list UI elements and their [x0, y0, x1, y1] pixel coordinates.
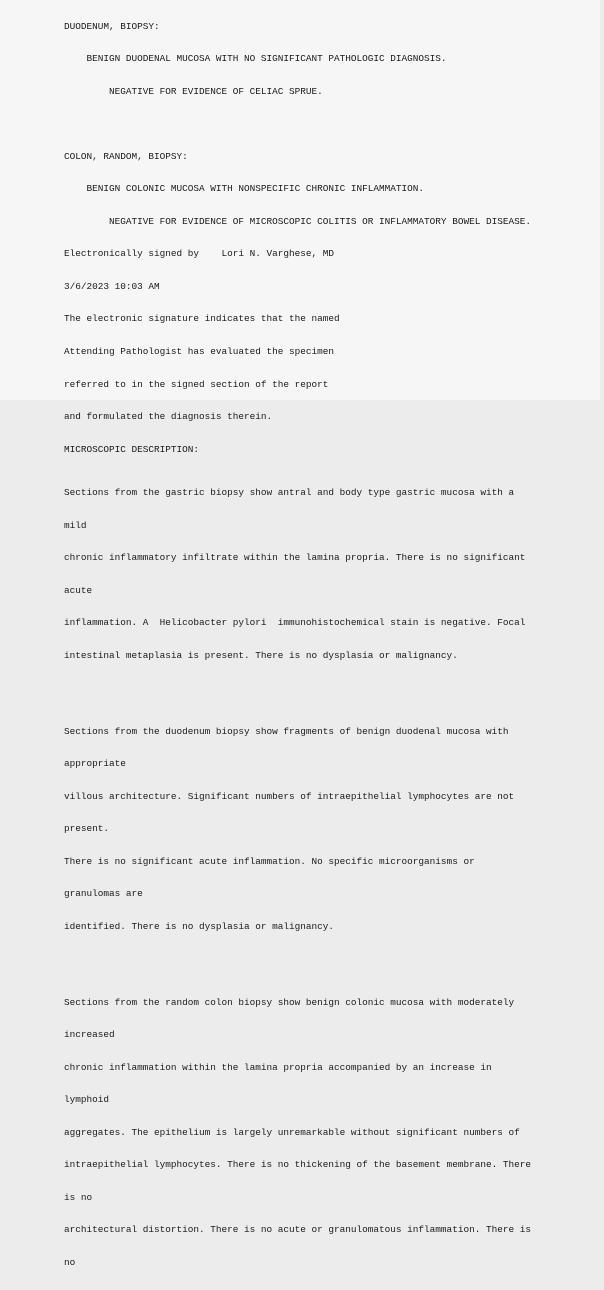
signed-by-line: Electronically signed by Lori N. Varghese, MD	[64, 248, 335, 260]
colon-biopsy-heading: COLON, RANDOM, BIOPSY:	[64, 150, 188, 162]
colon-diagnosis-line: BENIGN COLONIC MUCOSA WITH NONSPECIFIC CHRONIC INFLAMMATION.	[64, 183, 425, 195]
signature-statement-line: The electronic signature indicates that the named	[64, 313, 340, 325]
microscopic-description-heading: MICROSCOPIC DESCRIPTION:	[64, 443, 200, 455]
signature-statement-line: Attending Pathologist has evaluated the specimen	[64, 346, 335, 357]
gastric-description-line: inflammation. A Helicobacter pylori immunohistochemical stain is negative. Focal	[64, 617, 526, 629]
colon-description-line: aggregates. The epithelium is largely unremarkable without significant numbers of	[64, 1126, 520, 1138]
colon-description-line: increased	[64, 1029, 115, 1041]
signature-datetime: 3/6/2023 10:03 AM	[64, 280, 160, 292]
duodenum-description-line: granulomas are	[64, 888, 143, 900]
colon-description-line: architectural distortion. There is no acute or granulomatous inflammation. There is	[64, 1224, 531, 1236]
duodenum-biopsy-heading: DUODENUM, BIOPSY:	[64, 20, 160, 32]
colon-description-line: chronic inflammation within the lamina propria accompanied by an increase in	[64, 1061, 492, 1073]
colon-description-line: lymphoid	[64, 1094, 110, 1106]
colon-description-line: intraepithelial lymphocytes. There is no thickening of the basement membrane. There	[64, 1159, 531, 1171]
blank-line	[64, 683, 604, 694]
gastric-description-line: acute	[64, 584, 93, 596]
signature-statement-line: referred to in the signed section of the report	[64, 378, 329, 390]
duodenum-description-line: identified. There is no dysplasia or malignancy.	[64, 920, 335, 932]
gastric-description-line: chronic inflammatory infiltrate within the lamina propria. There is no significant	[64, 552, 526, 564]
duodenum-diagnosis-line: BENIGN DUODENAL MUCOSA WITH NO SIGNIFICANT PATHOLOGIC DIAGNOSIS.	[64, 53, 447, 65]
gastric-description-line: Sections from the gastric biopsy show antral and body type gastric mucosa with a	[64, 486, 515, 498]
gastric-description-line: intestinal metaplasia is present. There is no dysplasia or malignancy.	[64, 649, 458, 661]
duodenum-description-line: appropriate	[64, 758, 126, 770]
gastric-description-line: mild	[64, 519, 87, 531]
colon-description-line: no	[64, 1256, 76, 1268]
duodenum-description-line: Sections from the duodenum biopsy show fragments of benign duodenal mucosa with	[64, 725, 509, 737]
pathology-report-text	[64, 0, 604, 1290]
duodenum-celiac-line: NEGATIVE FOR EVIDENCE OF CELIAC SPRUE.	[64, 85, 323, 97]
colon-colitis-line: NEGATIVE FOR EVIDENCE OF MICROSCOPIC COLITIS OR INFLAMMATORY BOWEL DISEASE.	[64, 215, 531, 227]
signature-statement-line: and formulated the diagnosis therein.	[64, 411, 273, 423]
colon-description-line: Sections from the random colon biopsy show benign colonic mucosa with moderately	[64, 996, 515, 1008]
duodenum-description-line: villous architecture. Significant numbers of intraepithelial lymphocytes are not	[64, 790, 515, 802]
blank-line	[64, 119, 604, 130]
colon-description-line: is no	[64, 1191, 93, 1203]
blank-line	[64, 954, 604, 965]
duodenum-description-line: present.	[64, 823, 110, 835]
duodenum-description-line: There is no significant acute inflammation. No specific microorganisms or	[64, 855, 475, 867]
